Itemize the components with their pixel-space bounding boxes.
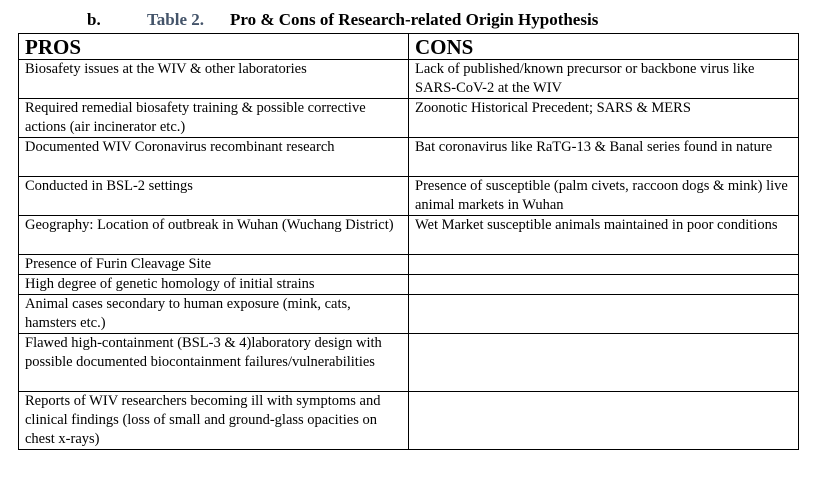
pros-cell: High degree of genetic homology of initial strains [19, 275, 409, 295]
table-row [19, 334, 799, 392]
table-row [19, 216, 799, 255]
table-row [19, 255, 799, 275]
table-row [19, 99, 799, 138]
table-row [19, 60, 799, 99]
cons-cell [409, 392, 799, 450]
pros-cell: Required remedial biosafety training & possible corrective actions (air incinerator etc.) [19, 99, 409, 138]
pros-cell: Geography: Location of outbreak in Wuhan (Wuchang District) [19, 216, 409, 255]
header-cons: CONS [409, 34, 799, 60]
table-row [19, 177, 799, 216]
pros-cell: Presence of Furin Cleavage Site [19, 255, 409, 275]
pros-cell: Reports of WIV researchers becoming ill with symptoms and clinical findings (loss of small and ground-glass opacities on chest x-rays) [19, 392, 409, 450]
cons-cell: Presence of susceptible (palm civets, raccoon dogs & mink) live animal markets in Wuhan [409, 177, 799, 216]
cons-cell [409, 275, 799, 295]
header-row [19, 34, 799, 60]
subfigure-label: b. [87, 10, 101, 29]
table-caption [0, 8, 817, 30]
cons-cell [409, 295, 799, 334]
cons-cell [409, 255, 799, 275]
cons-cell: Lack of published/known precursor or backbone virus like SARS-CoV-2 at the WIV [409, 60, 799, 99]
pros-cons-table [18, 33, 799, 450]
table-row [19, 392, 799, 450]
cons-cell: Wet Market susceptible animals maintained in poor conditions [409, 216, 799, 255]
pros-cell: Documented WIV Coronavirus recombinant research [19, 138, 409, 177]
table-number: Table 2. [147, 10, 205, 29]
table-row [19, 295, 799, 334]
pros-cell: Animal cases secondary to human exposure (mink, cats, hamsters etc.) [19, 295, 409, 334]
pros-cell: Flawed high-containment (BSL-3 & 4)laboratory design with possible documented biocontainment failures/vulnerabilities [19, 334, 409, 392]
cons-cell: Zoonotic Historical Precedent; SARS & MERS [409, 99, 799, 138]
table-row [19, 138, 799, 177]
cons-cell: Bat coronavirus like RaTG-13 & Banal series found in nature [409, 138, 799, 177]
cons-cell [409, 334, 799, 392]
pros-cell: Conducted in BSL-2 settings [19, 177, 409, 216]
pros-cell: Biosafety issues at the WIV & other laboratories [19, 60, 409, 99]
table-row [19, 275, 799, 295]
table-title: Pro & Cons of Research-related Origin Hypothesis [230, 10, 599, 29]
header-pros: PROS [19, 34, 409, 60]
